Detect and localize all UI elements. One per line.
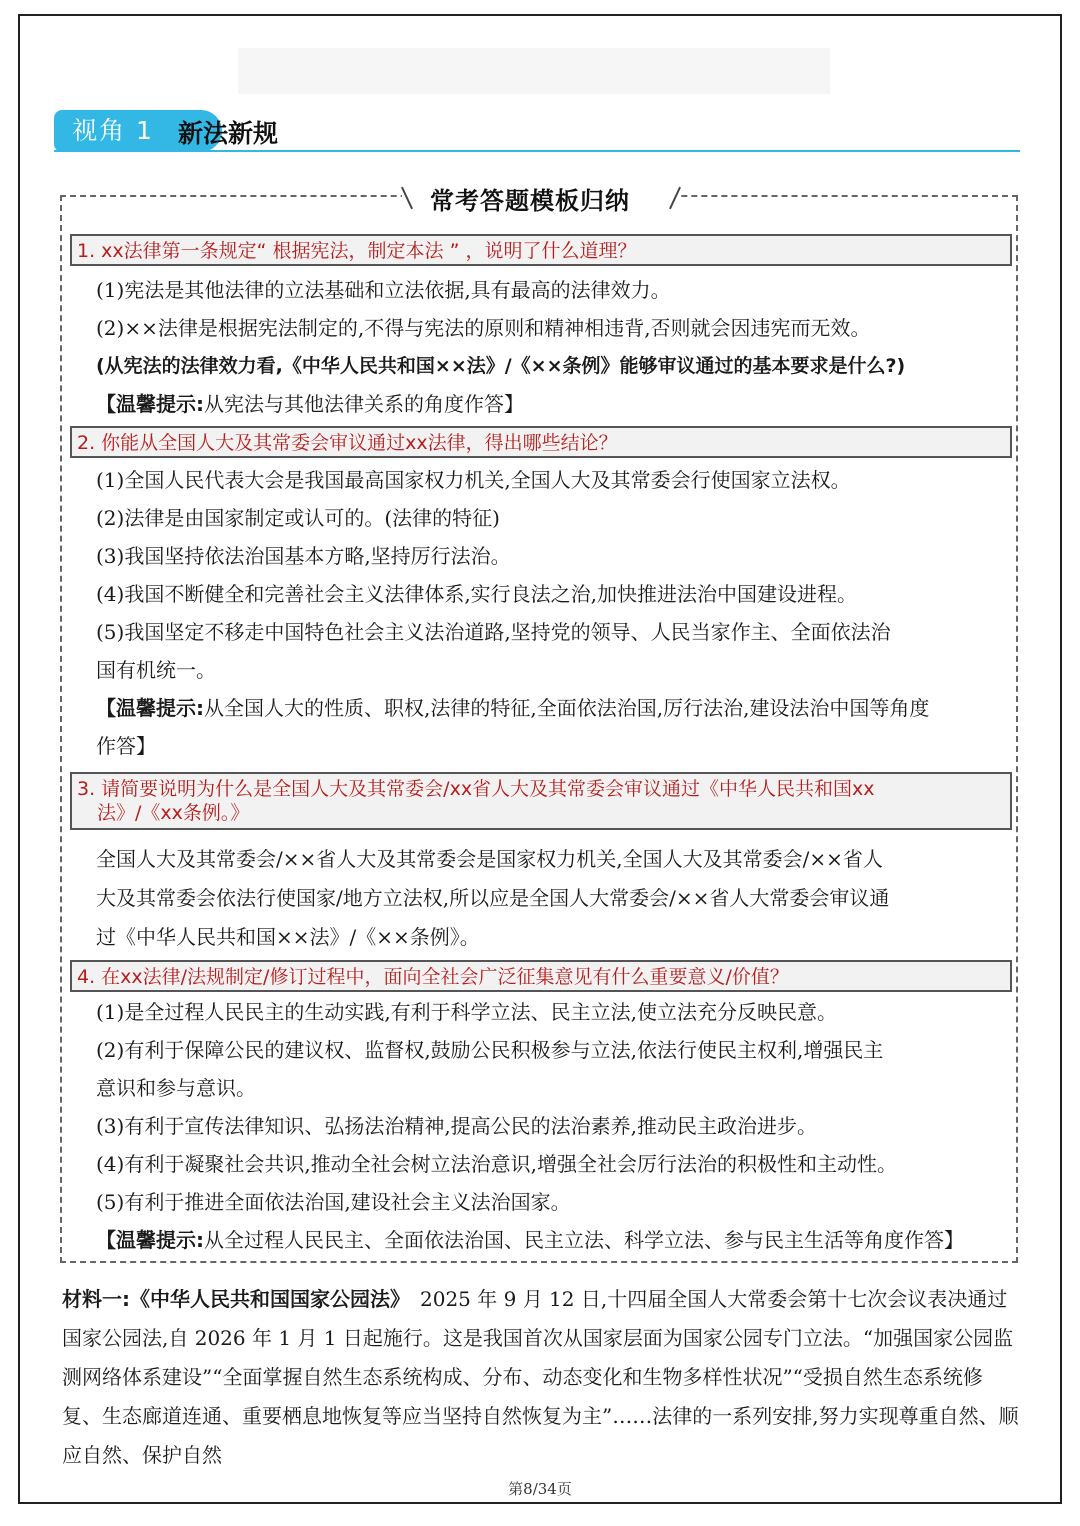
section-divider bbox=[54, 150, 1020, 152]
answer-1-1: (1)宪法是其他法律的立法基础和立法依据,具有最高的法律效力。 bbox=[96, 278, 671, 302]
question-3-line-2: 法》/《xx条例。》 bbox=[97, 802, 250, 824]
tip-1-text: 从宪法与其他法律关系的角度作答】 bbox=[204, 392, 524, 416]
material-text: 2025 年 9 月 12 日,十四届全国人大常委会第十七次会议表决通过国家公园法,自 2026 年 1 月 1 日起施行。这是我国首次从国家层面为国家公园专门立法。“加强国家公园监测网络体系建设”“全面掌握自然生态系统构成、分布、动态变化和生物多样性状况”“受损自然生态系统修复、生态廊道连通、重要栖息地恢复等应当坚持自然恢复为主”……法律的一系列安排,努力实现尊重自然、顺应自然、保护自然 bbox=[62, 1287, 1019, 1467]
section-tag: 视角 1 bbox=[54, 110, 172, 152]
answer-2-1: (1)全国人民代表大会是我国最高国家权力机关,全国人大及其常委会行使国家立法权。 bbox=[96, 468, 851, 492]
answer-1-extra: (从宪法的法律效力看,《中华人民共和国××法》/《××条例》能够审议通过的基本要求是什么?) bbox=[96, 355, 906, 377]
question-3-line-1: 3. 请简要说明为什么是全国人大及其常委会/xx省人大及其常委会审议通过《中华人民共和国xx bbox=[77, 778, 875, 800]
tip-4-text: 从全过程人民民主、全面依法治国、民主立法、科学立法、参与民主生活等角度作答】 bbox=[204, 1228, 964, 1252]
blurred-header bbox=[238, 48, 830, 94]
answer-4-1: (1)是全过程人民民主的生动实践,有利于科学立法、民主立法,使立法充分反映民意。 bbox=[96, 1000, 838, 1024]
tip-1 bbox=[96, 390, 524, 418]
question-3 bbox=[70, 772, 1012, 830]
question-1: 1. xx法律第一条规定“ 根据宪法，制定本法 ” ，说明了什么道理？ bbox=[70, 234, 1012, 266]
tip-4-label: 【温馨提示: bbox=[96, 1228, 204, 1252]
answer-4-2: (2)有利于保障公民的建议权、监督权,鼓励公民积极参与立法,依法行使民主权利,增强民主 bbox=[96, 1038, 884, 1062]
tip-4 bbox=[96, 1226, 964, 1254]
answer-4-5: (4)有利于凝聚社会共识,推动全社会树立法治意识,增强全社会厉行法治的积极性和主动性。 bbox=[96, 1152, 898, 1176]
answer-2-3: (3)我国坚持依法治国基本方略,坚持厉行法治。 bbox=[96, 544, 511, 568]
answer-4-3: 意识和参与意识。 bbox=[96, 1076, 256, 1100]
question-4: 4. 在xx法律/法规制定/修订过程中，面向全社会广泛征集意见有什么重要意义/价值？ bbox=[70, 960, 1012, 992]
tip-2-label: 【温馨提示: bbox=[96, 696, 204, 720]
box-title: 常考答题模板归纳 bbox=[430, 187, 630, 215]
tip-2-text: 从全国人大的性质、职权,法律的特征,全面依法治国,厉行法治,建设法治中国等角度 bbox=[204, 696, 930, 720]
tip-1-label: 【温馨提示: bbox=[96, 392, 204, 416]
tip-2-cont: 作答】 bbox=[96, 734, 156, 758]
section-header bbox=[54, 110, 1020, 154]
tip-2 bbox=[96, 694, 929, 722]
answer-3-3: 过《中华人民共和国××法》/《××条例》。 bbox=[96, 925, 480, 949]
answer-2-5: (5)我国坚定不移走中国特色社会主义法治道路,坚持党的领导、人民当家作主、全面依法治 bbox=[96, 620, 891, 644]
question-2: 2. 你能从全国人大及其常委会审议通过xx法律，得出哪些结论？ bbox=[70, 426, 1012, 458]
section-title: 新法新规 bbox=[178, 119, 279, 148]
page-number: 第8/34页 bbox=[508, 1480, 572, 1498]
answer-3-2: 大及其常委会依法行使国家/地方立法权,所以应是全国人大常委会/××省人大常委会审议通 bbox=[96, 886, 890, 910]
answer-1-2: (2)××法律是根据宪法制定的,不得与宪法的原则和精神相违背,否则就会因违宪而无效。 bbox=[96, 316, 871, 340]
answer-4-6: (5)有利于推进全面依法治国,建设社会主义法治国家。 bbox=[96, 1190, 571, 1214]
answer-3-1: 全国人大及其常委会/××省人大及其常委会是国家权力机关,全国人大及其常委会/××省人 bbox=[96, 847, 883, 871]
answer-2-2: (2)法律是由国家制定或认可的。(法律的特征) bbox=[96, 506, 500, 530]
answer-4-4: (3)有利于宣传法律知识、弘扬法治精神,提高公民的法治素养,推动民主政治进步。 bbox=[96, 1114, 818, 1138]
material-label: 材料一:《中华人民共和国国家公园法》 bbox=[62, 1287, 400, 1311]
answer-2-6: 国有机统一。 bbox=[96, 658, 216, 682]
answer-2-4: (4)我国不断健全和完善社会主义法律体系,实行良法之治,加快推进法治中国建设进程。 bbox=[96, 582, 858, 606]
material-paragraph bbox=[62, 1280, 1022, 1475]
